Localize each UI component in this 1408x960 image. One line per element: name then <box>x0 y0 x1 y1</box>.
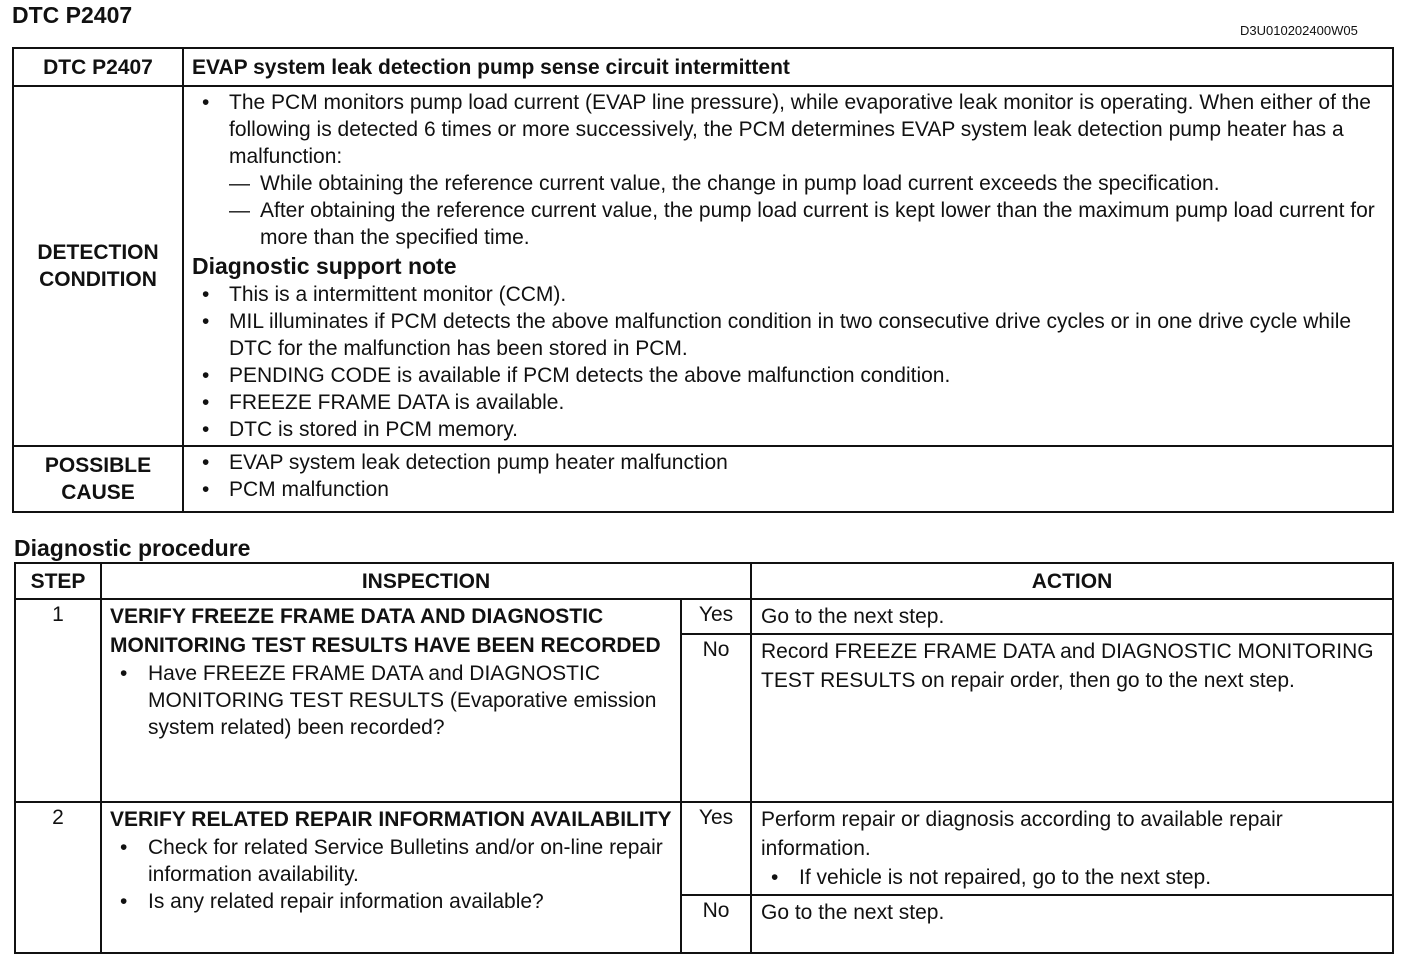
yes-action-sub: • If vehicle is not repaired, go to the next step. <box>761 863 1383 892</box>
dtc-header-row <box>13 48 1393 86</box>
step-column-header: STEP <box>15 563 101 599</box>
page-title: DTC P2407 <box>12 2 133 28</box>
procedure-header-row <box>15 563 1393 599</box>
step-inspection <box>101 802 681 953</box>
inspection-bullet: • Have FREEZE FRAME DATA and DIAGNOSTIC MONITORING TEST RESULTS (Evaporative emission system related) been recorded? <box>110 660 672 741</box>
yes-action-cell <box>751 802 1393 895</box>
dash-mark: — <box>229 172 250 195</box>
possible-cause-body <box>183 446 1393 512</box>
detection-label-line-2: CONDITION <box>39 268 157 291</box>
dash-item <box>192 170 1384 197</box>
yes-action: Perform repair or diagnosis according to available repair information. <box>761 808 1283 860</box>
cause-label-line-1: POSSIBLE <box>44 454 152 477</box>
procedure-title: Diagnostic procedure <box>14 535 251 561</box>
support-note-item: • PENDING CODE is available if PCM detects the above malfunction condition. <box>192 362 1384 389</box>
detection-main-bullet: • The PCM monitors pump load current (EVAP line pressure), while evaporative leak monitor is operating. When either of the following is detected 6 times or more successively, the PCM determines EVAP system leak detection pump heater has a malfunction: <box>192 89 1384 170</box>
detection-label-line-1: DETECTION <box>37 241 159 264</box>
dash-item <box>192 197 1384 251</box>
support-note-item: • MIL illuminates if PCM detects the above malfunction condition in two consecutive drive cycles or in one drive cycle while DTC for the malfunction has been stored in PCM. <box>192 308 1384 362</box>
dash-item-text: While obtaining the reference current value, the change in pump load current exceeds the specification. <box>260 172 1220 195</box>
possible-cause-label <box>13 446 183 512</box>
dtc-info-table <box>12 47 1394 513</box>
inspection-bullet: • Check for related Service Bulletins and/or on-line repair information availability. <box>110 834 672 888</box>
support-note-title: Diagnostic support note <box>192 253 457 279</box>
cause-item: • PCM malfunction <box>192 476 1384 503</box>
detection-condition-label <box>13 86 183 446</box>
step-number: 1 <box>15 599 101 802</box>
dash-item-text: After obtaining the reference current value, the pump load current is kept lower than the maximum pump load current for more than the specified time. <box>260 199 1375 249</box>
support-note-item: • This is a intermittent monitor (CCM). <box>192 281 1384 308</box>
dtc-description: EVAP system leak detection pump sense circuit intermittent <box>192 55 790 79</box>
step-1-yes-row <box>15 599 1393 634</box>
inspection-column-header: INSPECTION <box>101 563 751 599</box>
inspection-bullet: • Is any related repair information available? <box>110 888 672 915</box>
detection-condition-row <box>13 86 1393 446</box>
yes-label: Yes <box>681 802 751 895</box>
support-note-item: • DTC is stored in PCM memory. <box>192 416 1384 443</box>
inspection-title: VERIFY FREEZE FRAME DATA AND DIAGNOSTIC MONITORING TEST RESULTS HAVE BEEN RECORDED <box>110 605 661 657</box>
yes-label: Yes <box>681 599 751 634</box>
support-note-item: • FREEZE FRAME DATA is available. <box>192 389 1384 416</box>
step-inspection <box>101 599 681 802</box>
detection-condition-body <box>183 86 1393 446</box>
dtc-code-cell: DTC P2407 <box>13 48 183 86</box>
dash-mark: — <box>229 199 250 222</box>
dtc-description-cell <box>183 48 1393 86</box>
cause-item: • EVAP system leak detection pump heater malfunction <box>192 449 1384 476</box>
no-label: No <box>681 895 751 953</box>
possible-cause-row <box>13 446 1393 512</box>
cause-label-line-2: CAUSE <box>61 481 135 504</box>
yes-action: Go to the next step. <box>751 599 1393 634</box>
no-action: Record FREEZE FRAME DATA and DIAGNOSTIC MONITORING TEST RESULTS on repair order, then go to the next step. <box>751 634 1393 802</box>
no-label: No <box>681 634 751 802</box>
step-2-yes-row <box>15 802 1393 895</box>
no-action: Go to the next step. <box>751 895 1393 953</box>
document-code: D3U010202400W05 <box>1240 23 1358 38</box>
inspection-title: VERIFY RELATED REPAIR INFORMATION AVAILABILITY <box>110 808 672 831</box>
step-number: 2 <box>15 802 101 953</box>
action-column-header: ACTION <box>751 563 1393 599</box>
diagnostic-procedure-table <box>14 562 1394 954</box>
